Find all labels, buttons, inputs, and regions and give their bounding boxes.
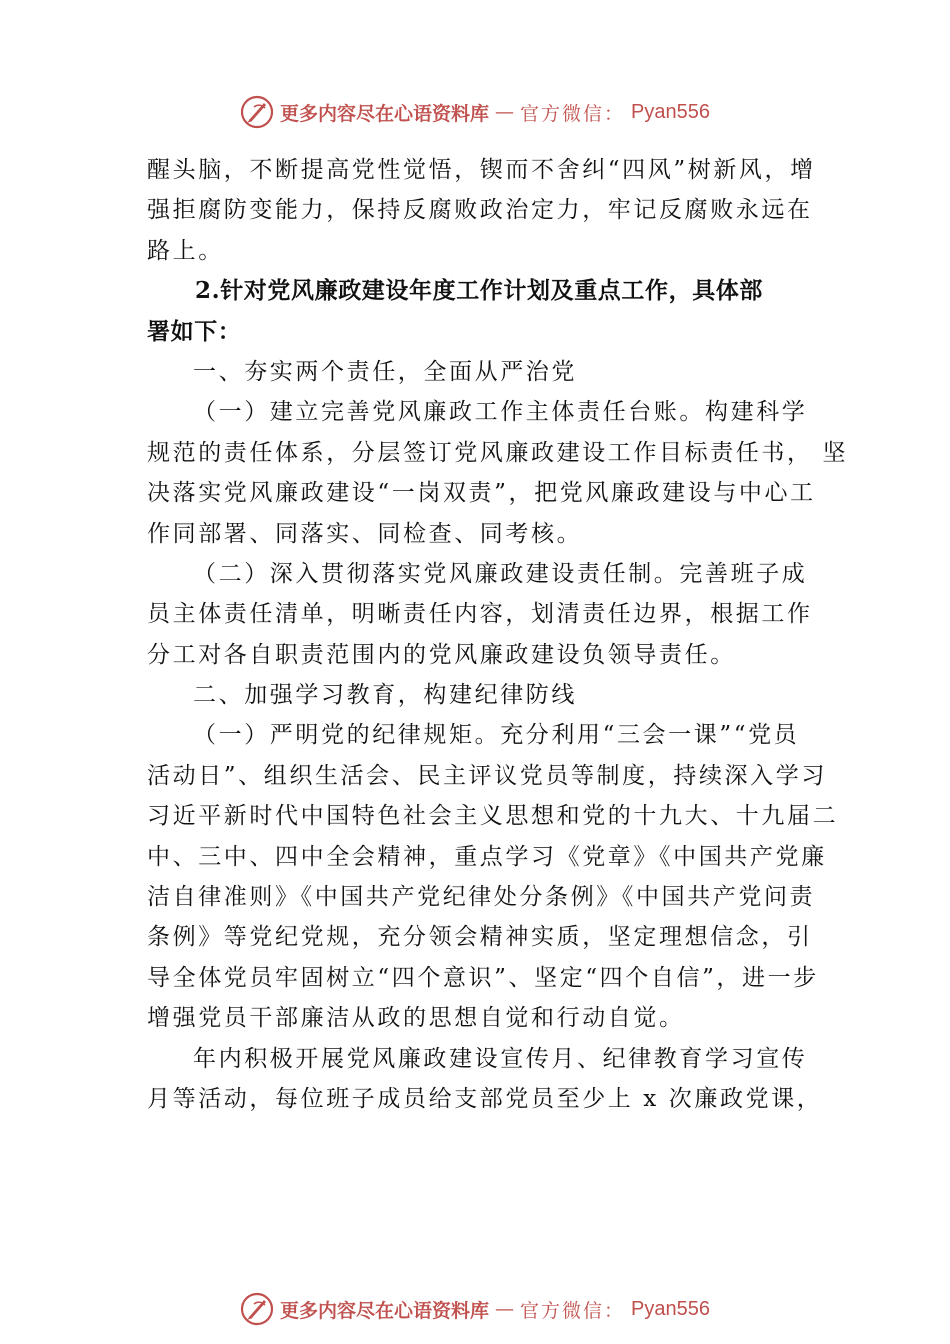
section-heading: 2.针对党风廉政建设年度工作计划及重点工作，具体部 — [195, 277, 764, 305]
body-line: 员主体责任清单，明晰责任内容，划清责任边界，根据工作 — [147, 601, 813, 628]
body-line: 中、三中、四中全会精神，重点学习《党章》《中国共产党廉 — [147, 843, 827, 870]
watermark-official-label: 官方微信： — [520, 102, 626, 125]
body-line: 月等活动，每位班子成员给支部党员至少上 x 次廉政党课， — [147, 1085, 823, 1112]
body-line: （二）深入贯彻落实党风廉政建设责任制。完善班子成 — [193, 560, 808, 587]
section-heading: 署如下： — [147, 317, 242, 345]
body-line: 分工对各自职责范围内的党风廉政建设负领导责任。 — [147, 641, 736, 668]
watermark-wechat-id: Pyan556 — [631, 100, 710, 123]
watermark-title: 更多内容尽在心语资料库 — [280, 1299, 490, 1322]
body-line: 习近平新时代中国特色社会主义思想和党的十九大、十九届二 — [147, 803, 839, 830]
watermark-dash: — — [495, 101, 515, 123]
body-line: （一）建立完善党风廉政工作主体责任台账。构建科学 — [193, 399, 808, 426]
quill-logo-icon — [240, 1292, 274, 1326]
body-line: 路上。 — [147, 237, 224, 264]
document-body — [147, 150, 849, 1119]
header-watermark — [0, 92, 950, 132]
body-line: 规范的责任体系，分层签订党风廉政建设工作目标责任书， 坚 — [147, 439, 849, 466]
subsection-heading: 一、夯实两个责任，全面从严治党 — [193, 358, 577, 385]
body-line: 决落实党风廉政建设“一岗双责”，把党风廉政建设与中心工 — [147, 480, 816, 507]
body-line: 醒头脑，不断提高党性觉悟，锲而不舍纠“四风”树新风，增 — [147, 157, 816, 183]
footer-watermark — [0, 1289, 950, 1329]
subsection-heading: 二、加强学习教育，构建纪律防线 — [193, 682, 577, 709]
body-line: 洁自律准则》《中国共产党纪律处分条例》《中国共产党问责 — [147, 884, 816, 911]
quill-logo-icon — [240, 95, 274, 129]
body-line: （一）严明党的纪律规矩。充分利用“三会一课”“党员 — [193, 722, 800, 749]
body-line: 导全体党员牢固树立“四个意识”、坚定“四个自信”，进一步 — [147, 964, 819, 991]
body-line: 年内积极开展党风廉政建设宣传月、纪律教育学习宣传 — [193, 1045, 808, 1072]
body-line: 条例》等党纪党规，充分领会精神实质，坚定理想信念，引 — [147, 924, 813, 951]
body-line: 作同部署、同落实、同检查、同考核。 — [147, 520, 583, 547]
watermark-title: 更多内容尽在心语资料库 — [280, 102, 490, 125]
body-line: 增强党员干部廉洁从政的思想自觉和行动自觉。 — [147, 1005, 685, 1032]
body-line: 活动日”、组织生活会、民主评议党员等制度，持续深入学习 — [147, 762, 827, 789]
body-line: 强拒腐防变能力，保持反腐败政治定力，牢记反腐败永远在 — [147, 197, 813, 224]
watermark-wechat-id: Pyan556 — [631, 1297, 710, 1320]
watermark-dash: — — [495, 1298, 515, 1320]
watermark-official-label: 官方微信： — [520, 1299, 626, 1322]
